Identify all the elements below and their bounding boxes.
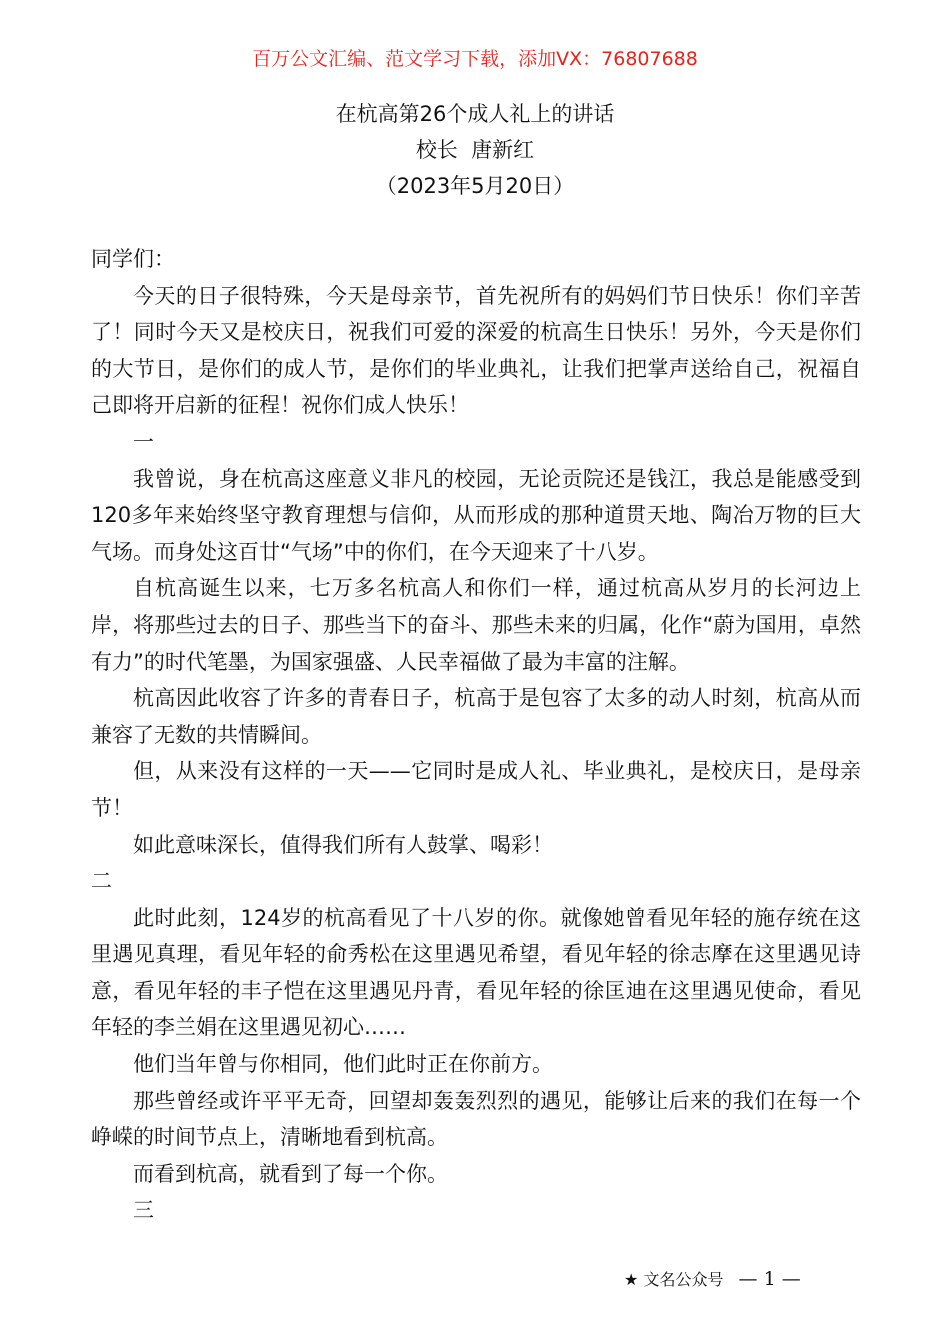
speech-author: 校长 唐新红 [415, 138, 535, 162]
speech-date: （2023年5月20日） [375, 174, 575, 198]
paragraph: 但，从来没有这样的一天——它同时是成人礼、毕业典礼，是校庆日，是母亲节！ [91, 759, 861, 820]
paragraph: 杭高因此收容了许多的青春日子，杭高于是包容了太多的动人时刻，杭高从而兼容了无数的共情瞬间。 [91, 686, 861, 747]
paragraph: 自杭高诞生以来，七万多名杭高人和你们一样，通过杭高从岁月的长河边上岸，将那些过去的日子、那些当下的奋斗、那些未来的归属，化作“蔚为国用，卓然有力”的时代笔墨，为国家强盛、人民幸福做了最为丰富的注解。 [91, 576, 861, 674]
page-footer [624, 1265, 864, 1294]
watermark-banner: 百万公文汇编、范文学习下载，添加VX：76807688 [252, 48, 698, 70]
paragraph: 我曾说，身在杭高这座意义非凡的校园，无论贡院还是钱江，我总是能感受到120多年来始终坚守教育理想与信仰，从而形成的那种道贯天地、陶冶万物的巨大气场。而身处这百廿“气场”中的你们，在今天迎来了十八岁。 [91, 466, 861, 564]
speech-body [91, 241, 861, 1229]
paragraph: 此时此刻，124岁的杭高看见了十八岁的你。就像她曾看见年轻的施存统在这里遇见真理，看见年轻的俞秀松在这里遇见希望，看见年轻的徐志摩在这里遇见诗意，看见年轻的丰子恺在这里遇见丹青，看见年轻的徐匡迪在这里遇见使命，看见年轻的李兰娟在这里遇见初心…… [91, 905, 861, 1040]
paragraph: 如此意味深长，值得我们所有人鼓掌、喝彩！ [133, 832, 553, 857]
star-icon: ★ [624, 1270, 639, 1289]
paragraph: 他们当年曾与你相同，他们此时正在你前方。 [133, 1052, 553, 1077]
speech-title: 在杭高第26个成人礼上的讲话 [335, 102, 615, 126]
paragraph: 今天的日子很特殊，今天是母亲节，首先祝所有的妈妈们节日快乐！你们辛苦了！同时今天又是校庆日，祝我们可爱的深爱的杭高生日快乐！另外，今天是你们的大节日，是你们的成人节，是你们的毕业典礼，让我们把掌声送给自己，祝福自己即将开启新的征程！祝你们成人快乐！ [91, 283, 861, 418]
page-number: — 1 — [738, 1268, 801, 1290]
section-number: 三 [133, 1198, 154, 1223]
section-number: 一 [133, 429, 154, 454]
section-number: 二 [91, 869, 112, 894]
paragraph: 而看到杭高，就看到了每一个你。 [133, 1161, 448, 1186]
footer-label: 文名公众号 [643, 1270, 724, 1289]
header-block [0, 96, 950, 204]
salutation: 同学们： [91, 247, 175, 271]
paragraph: 那些曾经或许平平无奇，回望却轰轰烈烈的遇见，能够让后来的我们在每一个峥嵘的时间节点上，清晰地看到杭高。 [91, 1088, 861, 1150]
